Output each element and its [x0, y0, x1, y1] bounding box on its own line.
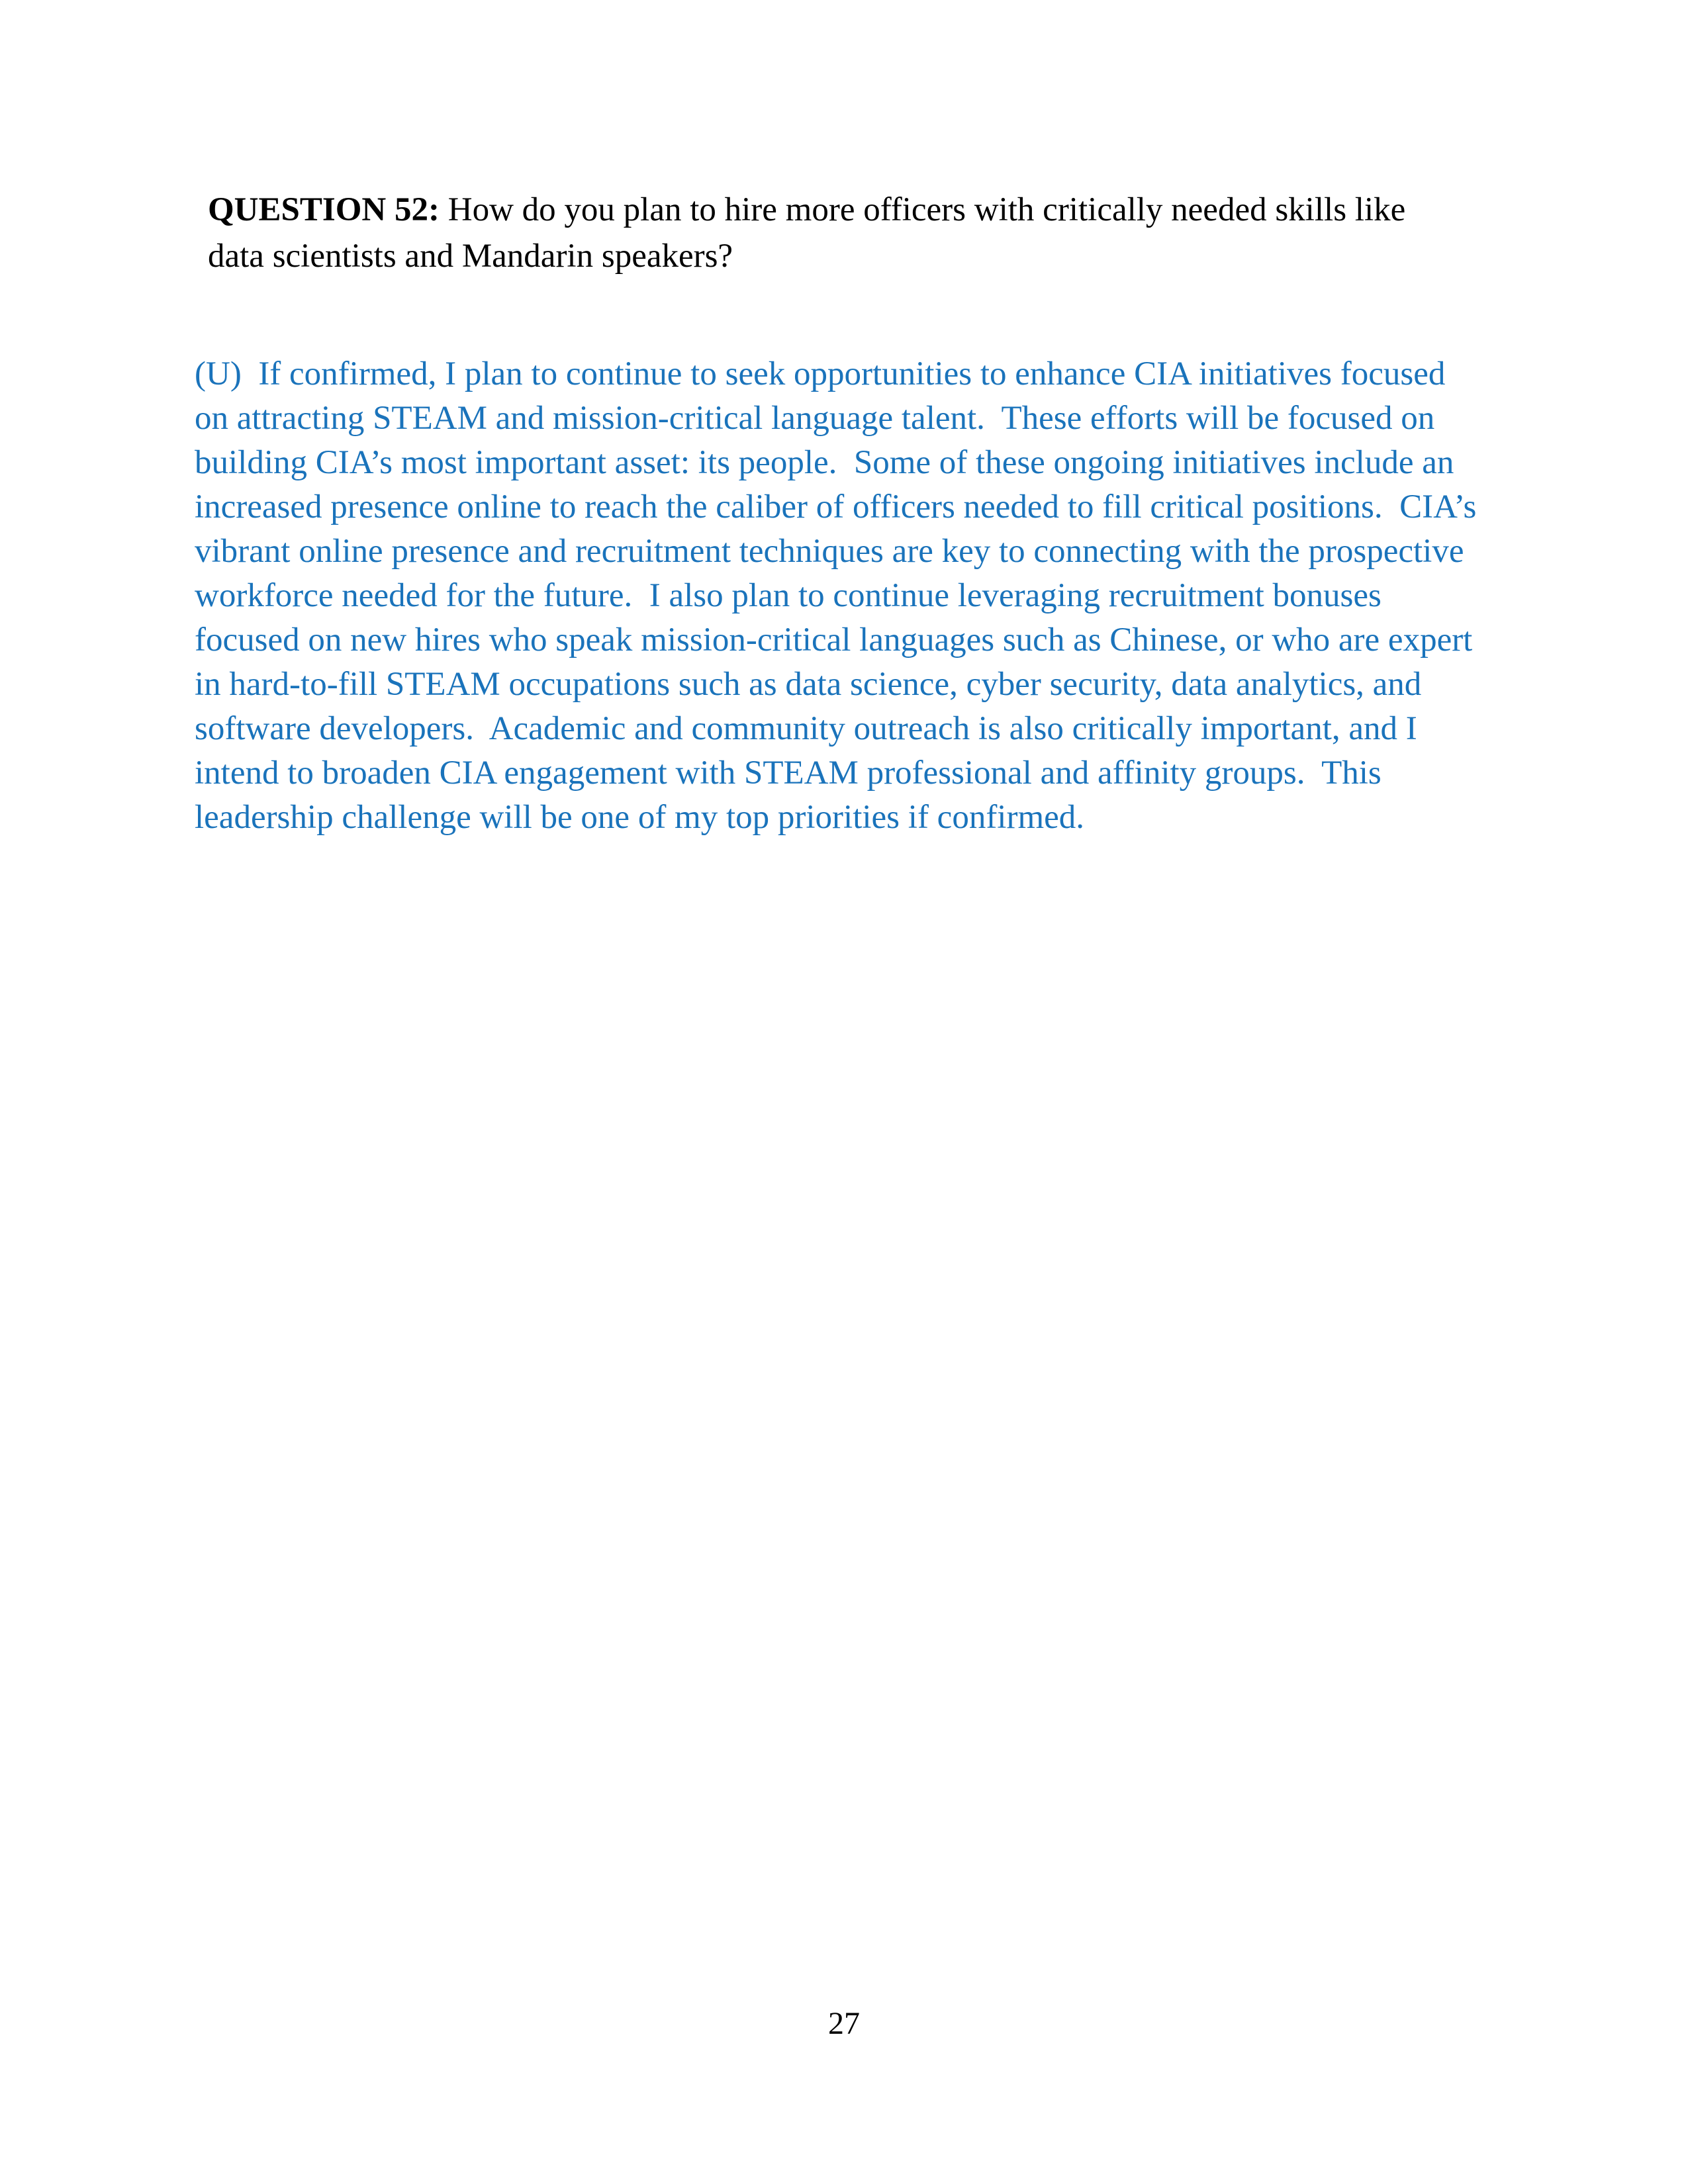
question-label: QUESTION 52:	[208, 191, 440, 228]
page-number: 27	[828, 2006, 860, 2041]
answer-text: If confirmed, I plan to continue to seek opportunities to enhance CIA initiatives focused on attracting STEAM and mission-critical language talent. These efforts will be focused on building CIA’s most important asset: its people. Some of these ongoing initiatives include an increased presence online to reach the caliber of officers needed to fill critical positions. CIA’s vibrant online presence and recruitment techniques are key to connecting with the prospective workforce needed for the future. I also plan to continue leveraging recruitment bonuses focused on new hires who speak mission-critical languages such as Chinese, or who are expert in hard-to-fill STEAM occupations such as data science, cyber security, data analytics, and software developers. Academic and community outreach is also critically important, and I intend to broaden CIA engagement with STEAM professional and affinity groups. This leadership challenge will be one of my top priorities if confirmed.	[195, 355, 1485, 836]
answer-paragraph	[195, 352, 1487, 840]
question-heading	[208, 187, 1415, 279]
classification-marking: (U)	[195, 355, 242, 392]
question-text: How do you plan to hire more officers with critically needed skills like data scientists and Mandarin speakers?	[208, 191, 1415, 275]
